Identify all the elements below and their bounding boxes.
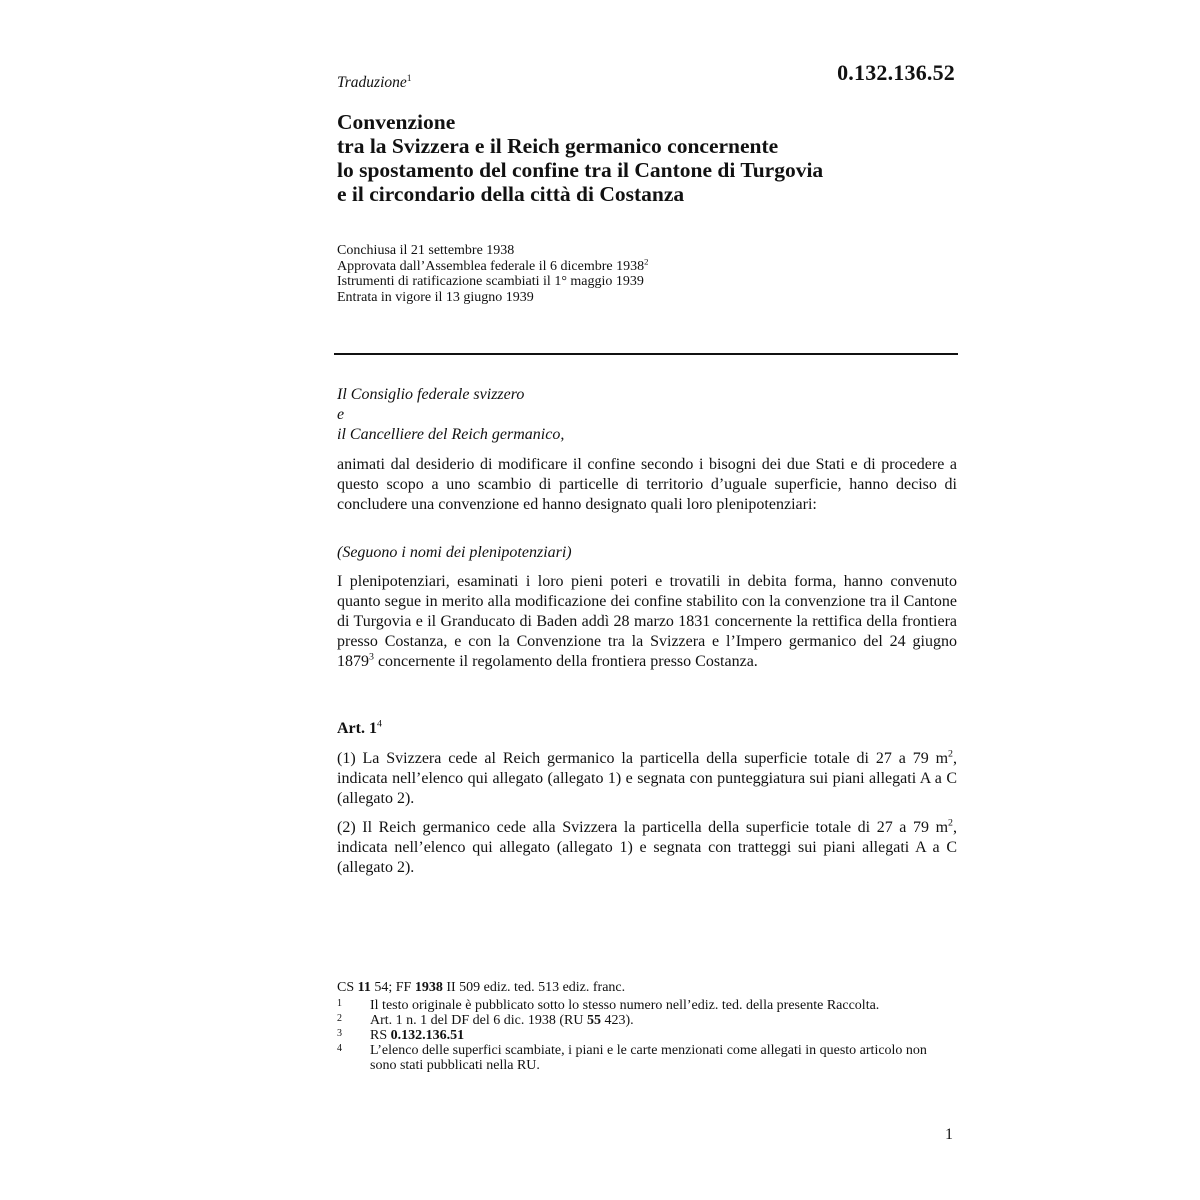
footnote-2-bold: 55 [586, 1013, 601, 1028]
footnote-number: 1 [337, 998, 342, 1009]
para-1-text-end: , indicata nell’elenco qui allegato (allegato 1) e segnata con punteggiatura sui piani allegati A a C (allegato 2). [337, 750, 957, 807]
footnote-3 [337, 1028, 957, 1043]
article-1-paragraph-2 [337, 818, 957, 878]
footnote-text: L’elenco delle superfici scambiate, i piani e le carte menzionati come allegati in questo articolo non sono stati pubblicati nella RU. [370, 1043, 927, 1073]
preamble-intent: animati dal desiderio di modificare il confine secondo i bisogni dei due Stati e di procedere a questo scopo a uno scambio di particelle di territorio d’uguale superficie, hanno deciso di concludere una convenzione ed hanno designato quali loro plenipotenziari: [337, 456, 957, 513]
entry-into-force-date: Entrata in vigore il 13 giugno 1939 [337, 289, 534, 305]
footnote-number: 2 [337, 1013, 342, 1024]
translation-label [337, 74, 957, 92]
page-number: 1 [945, 1126, 953, 1143]
footnote-number: 3 [337, 1028, 342, 1039]
sr-number: 0.132.136.52 [837, 60, 955, 85]
source-mid: 54; FF [370, 980, 415, 995]
footnote-2-start: Art. 1 n. 1 del DF del 6 dic. 1938 (RU [370, 1013, 587, 1028]
contracting-parties [337, 385, 957, 445]
para-2-superscript: 2 [948, 817, 953, 829]
para-1-text-start: (1) La Svizzera cede al Reich germanico la particella della superficie totale di 27 a 79 m [337, 750, 949, 767]
party-conjunction: e [337, 406, 345, 423]
footnote-ref-1[interactable]: 1 [406, 72, 412, 84]
agreement-text-part2: concernente il regolamento della frontiera presso Costanza. [373, 653, 758, 670]
source-ff-year: 1938 [414, 980, 443, 995]
title-line-2: tra la Svizzera e il Reich germanico concernente [337, 134, 779, 158]
source-reference [337, 980, 957, 995]
footnote-2 [337, 1013, 957, 1028]
source-cs: CS [337, 980, 358, 995]
approved-date [337, 255, 957, 275]
footnotes-section [337, 980, 957, 1073]
translation-label-text: Traduzione [337, 74, 407, 91]
source-end: II 509 ediz. ted. 513 ediz. franc. [442, 980, 626, 995]
treaty-dates [337, 243, 957, 305]
party-swiss: Il Consiglio federale svizzero [337, 386, 525, 403]
agreement-text-part1: I plenipotenziari, esaminati i loro pieni poteri e trovatili in debita forma, hanno convenuto quanto segue in merito alla modificazione dei confine stabilito con la convenzione tra il Cantone di Turgovia e il Granducato di Baden addì 28 marzo 1831 concernente la rettifica della frontiera presso Costanza, e con la Convenzione tra la Svizzera e l’Impero germanico del 24 giugno 1879 [337, 573, 957, 670]
document-title [337, 110, 957, 206]
footnote-text: Il testo originale è pubblicato sotto lo stesso numero nell’ediz. ted. della presente Raccolta. [370, 998, 880, 1013]
footnote-2-end: 423). [600, 1013, 634, 1028]
article-1-heading [337, 720, 957, 738]
footnote-4 [337, 1043, 957, 1073]
title-line-3: lo spostamento del confine tra il Cantone di Turgovia [337, 158, 824, 182]
footnote-text [370, 1013, 930, 1028]
para-2-text-start: (2) Il Reich germanico cede alla Svizzera la particella della superficie totale di 27 a 79 m [337, 819, 949, 836]
footnote-ref-2[interactable]: 2 [644, 255, 649, 266]
article-1-paragraph-1 [337, 749, 957, 809]
title-line-4: e il circondario della città di Costanza [337, 182, 685, 206]
footnote-1 [337, 998, 957, 1013]
article-1-heading-text: Art. 1 [337, 720, 377, 737]
footnote-3-link[interactable]: 0.132.136.51 [390, 1028, 465, 1043]
header-divider [334, 353, 958, 355]
concluded-date: Conchiusa il 21 settembre 1938 [337, 243, 515, 258]
preamble-agreement [337, 572, 957, 672]
ratification-date: Istrumenti di ratificazione scambiati il 1° maggio 1939 [337, 274, 644, 290]
footnote-3-start: RS [370, 1028, 391, 1043]
approved-date-text: Approvata dall’Assemblea federale il 6 dicembre 1938 [337, 258, 645, 274]
plenipotentiaries-note: (Seguono i nomi dei plenipotenziari) [337, 544, 572, 561]
title-line-1: Convenzione [337, 110, 456, 134]
footnote-number: 4 [337, 1043, 342, 1054]
footnote-ref-3[interactable]: 3 [369, 651, 374, 663]
para-2-text-end: , indicata nell’elenco qui allegato (allegato 1) e segnata con tratteggi sui piani allegati A a C (allegato 2). [337, 819, 957, 876]
footnote-text [370, 1028, 930, 1043]
party-german: il Cancelliere del Reich germanico, [337, 426, 565, 443]
footnote-ref-4[interactable]: 4 [376, 718, 382, 730]
para-1-superscript: 2 [948, 748, 953, 760]
source-cs-volume: 11 [357, 980, 371, 995]
